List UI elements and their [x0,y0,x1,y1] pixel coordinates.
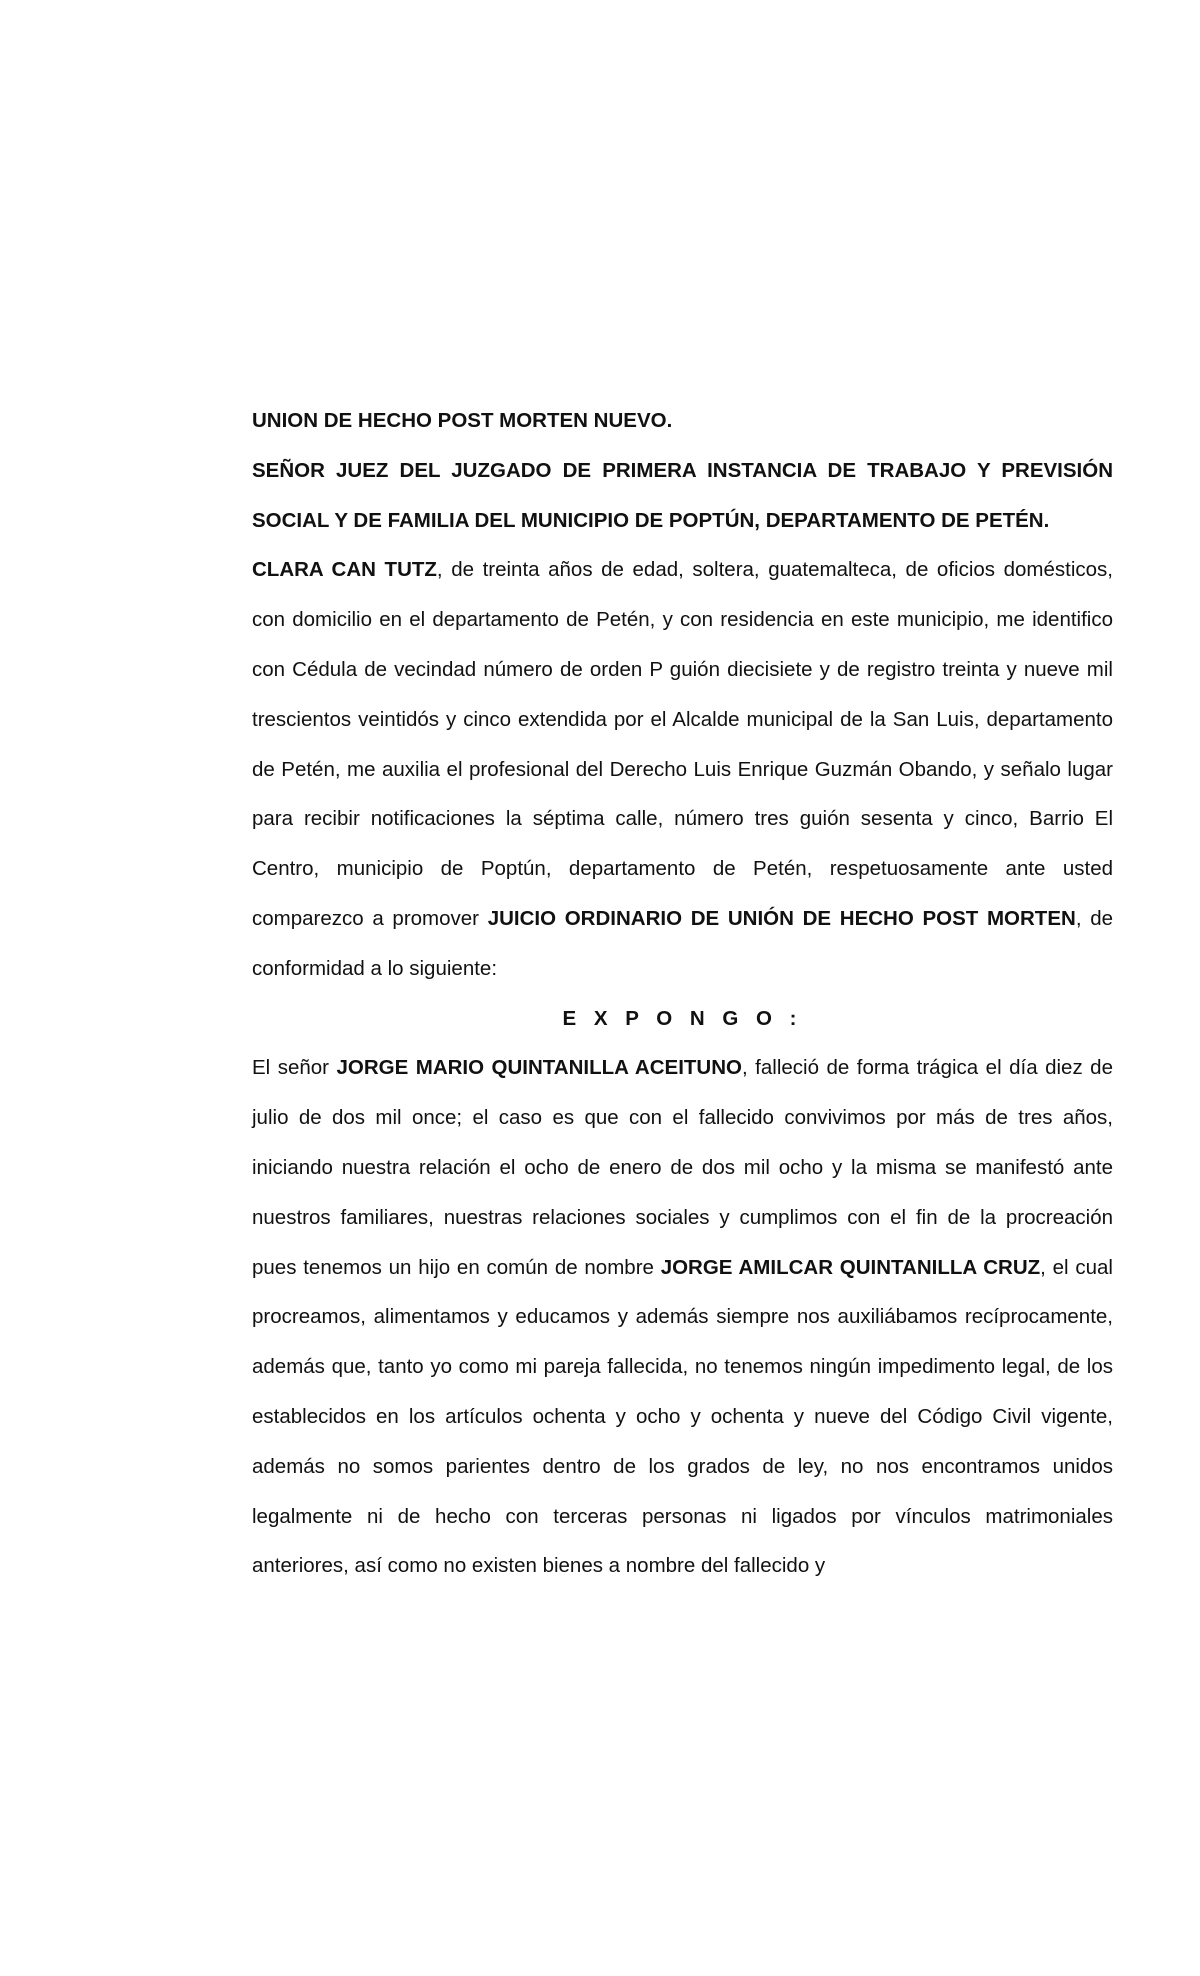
deceased-name: JORGE MARIO QUINTANILLA ACEITUNO [336,1056,742,1080]
body-paragraph [252,1043,1113,1591]
section-heading: E X P O N G O : [562,1006,803,1030]
child-name: JORGE AMILCAR QUINTANILLA CRUZ [660,1255,1041,1279]
intro-paragraph [252,545,1113,993]
document-body [252,396,1113,1591]
intro-text-2: , de conformidad a lo siguiente: [252,906,1113,980]
body-text-2: , falleció de forma trágica el día diez de julio de dos mil once; el caso es que con el fallecido convivimos por más de tres años, iniciando nuestra relación el ocho de enero de dos mil ocho y la misma se manifestó ante nuestros familiares, nuestras relaciones sociales y cumplimos con el fin de la procreación pues tenemos un hijo en común de nombre [252,1056,1113,1279]
document-title: UNION DE HECHO POST MORTEN NUEVO. [252,409,673,432]
body-text-3: , el cual procreamos, alimentamos y educamos y además siempre nos auxiliábamos recíprocamente, además que, tanto yo como mi pareja fallecida, no tenemos ningún impedimento legal, de los establecidos en los artículos ochenta y ocho y ochenta y nueve del Código Civil vigente, además no somos parientes dentro de los grados de ley, no nos encontramos unidos legalmente ni de hecho con terceras personas ni ligados por vínculos matrimoniales anteriores, así como no existen bienes a nombre del fallecido y [252,1255,1113,1578]
intro-text-1: , de treinta años de edad, soltera, guatemalteca, de oficios domésticos, con domicilio en el departamento de Petén, y con residencia en este municipio, me identifico con Cédula de vecindad número de orden P guión diecisiete y de registro treinta y nueve mil trescientos veintidós y cinco extendida por el Alcalde municipal de la San Luis, departamento de Petén, me auxilia el profesional del Derecho Luis Enrique Guzmán Obando, y señalo lugar para recibir notificaciones la séptima calle, número tres guión sesenta y cinco, Barrio El Centro, municipio de Poptún, departamento de Petén, respetuosamente ante usted comparezco a promover [252,558,1113,930]
claim-name: JUICIO ORDINARIO DE UNIÓN DE HECHO POST MORTEN [487,906,1076,930]
body-text-1: El señor [252,1056,337,1080]
petitioner-name: CLARA CAN TUTZ [252,558,437,582]
addressee: SEÑOR JUEZ DEL JUZGADO DE PRIMERA INSTANCIA DE TRABAJO Y PREVISIÓN SOCIAL Y DE FAMILIA DEL MUNICIPIO DE POPTÚN, DEPARTAMENTO DE PETÉN. [252,458,1113,532]
